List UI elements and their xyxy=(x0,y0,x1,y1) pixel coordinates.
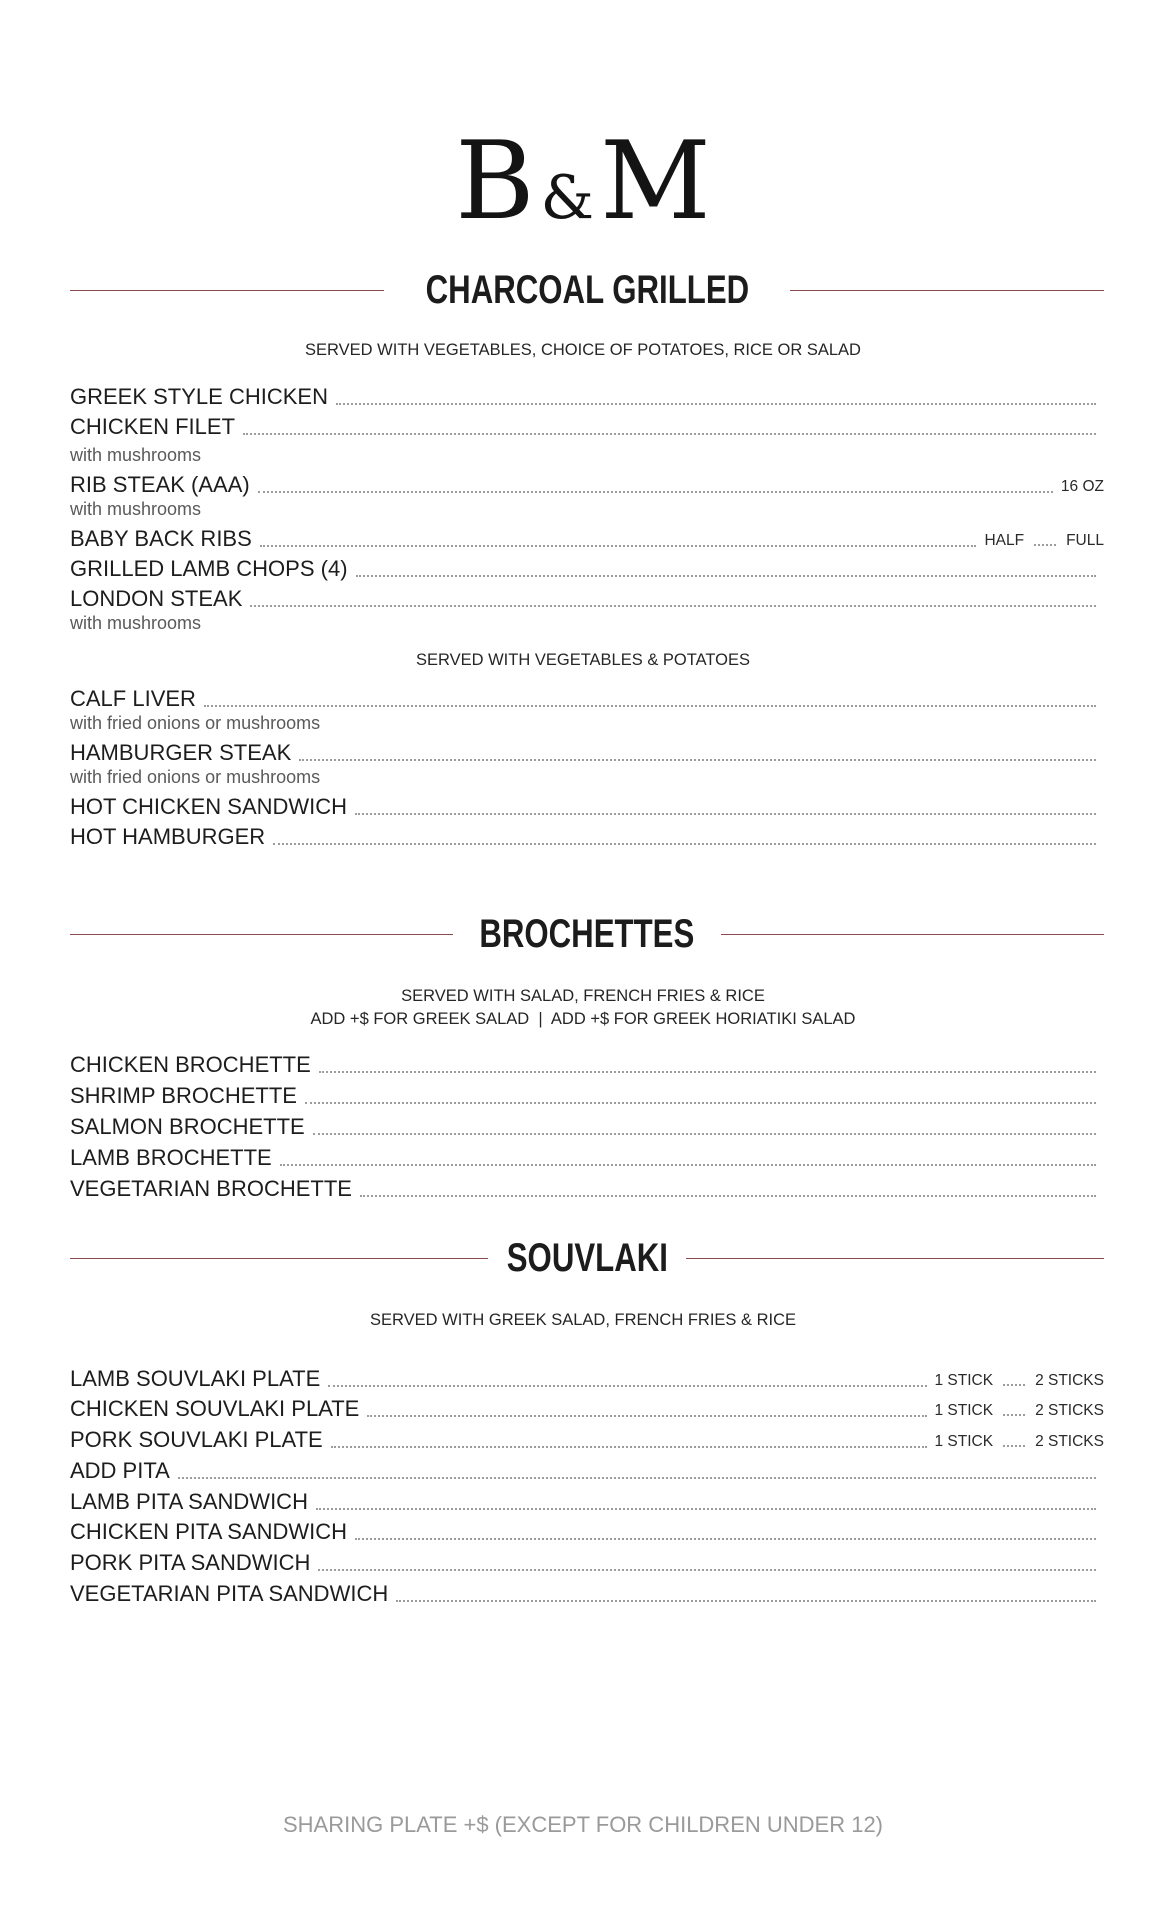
dot-leader xyxy=(280,1164,1096,1166)
divider-right xyxy=(721,934,1104,935)
item-name: HOT HAMBURGER xyxy=(70,824,266,849)
menu-item xyxy=(70,552,1104,580)
menu-item xyxy=(70,1423,1104,1451)
item-name: HOT CHICKEN SANDWICH xyxy=(70,794,348,819)
menu-item xyxy=(70,1546,1104,1574)
menu-item xyxy=(70,1362,1104,1390)
item-name: CALF LIVER xyxy=(70,686,196,711)
item-name: ADD PITA xyxy=(70,1458,170,1483)
item-name: CHICKEN FILET xyxy=(70,414,236,439)
item-size: 16 OZ xyxy=(1060,477,1104,495)
menu-item xyxy=(70,1392,1104,1420)
item-name: PORK SOUVLAKI PLATE xyxy=(70,1427,323,1452)
footer-note: SHARING PLATE +$ (EXCEPT FOR CHILDREN UNDER 12) xyxy=(282,1812,884,1837)
section-title: BROCHETTES xyxy=(479,911,695,956)
item-name: CHICKEN SOUVLAKI PLATE xyxy=(70,1396,360,1421)
dot-leader xyxy=(360,1195,1096,1197)
dot-leader xyxy=(355,813,1096,815)
dot-leader xyxy=(204,705,1096,707)
menu-item xyxy=(70,522,1104,550)
item-description: with mushrooms xyxy=(70,613,202,633)
divider-right xyxy=(790,290,1104,291)
section-title: SOUVLAKI xyxy=(506,1235,668,1280)
section-header-souvlaki xyxy=(70,1230,1104,1286)
menu-item xyxy=(70,820,1104,848)
dot-leader xyxy=(243,433,1096,435)
section-note: SERVED WITH GREEK SALAD, FRENCH FRIES & RICE xyxy=(369,1311,797,1329)
dot-leader xyxy=(318,1569,1096,1571)
item-name: LONDON STEAK xyxy=(70,586,243,611)
menu-item xyxy=(70,1079,1104,1107)
item-name: SALMON BROCHETTE xyxy=(70,1114,305,1139)
divider-left xyxy=(70,290,384,291)
menu-item xyxy=(70,790,1104,818)
dot-leader xyxy=(178,1477,1096,1479)
dot-leader xyxy=(331,1446,927,1448)
section-title: CHARCOAL GRILLED xyxy=(425,267,749,312)
dot-leader xyxy=(305,1102,1096,1104)
item-name: CHICKEN PITA SANDWICH xyxy=(70,1519,348,1544)
item-description: with mushrooms xyxy=(70,499,202,519)
item-name: LAMB SOUVLAKI PLATE xyxy=(70,1366,321,1391)
portion-two-sticks: 2 STICKS xyxy=(1035,1432,1104,1450)
item-name: CHICKEN BROCHETTE xyxy=(70,1052,311,1077)
menu-item xyxy=(70,410,1104,438)
menu-item xyxy=(70,468,1104,496)
item-name: VEGETARIAN BROCHETTE xyxy=(70,1176,352,1201)
item-portions xyxy=(984,533,1104,551)
portion-one-stick: 1 STICK xyxy=(934,1432,994,1450)
dot-leader xyxy=(356,575,1096,577)
dot-leader xyxy=(316,1508,1096,1510)
item-description: with fried onions or mushrooms xyxy=(70,767,321,787)
section-note: SERVED WITH VEGETABLES, CHOICE OF POTATOES, RICE OR SALAD xyxy=(305,341,861,359)
item-name: RIB STEAK (AAA) xyxy=(70,472,250,497)
logo-ampersand: & xyxy=(540,163,595,233)
item-portions xyxy=(935,1373,1105,1391)
dot-leader xyxy=(258,491,1053,493)
dot-leader xyxy=(260,545,977,547)
dot-leader xyxy=(328,1385,926,1387)
item-name: SHRIMP BROCHETTE xyxy=(70,1083,297,1108)
dot-leader xyxy=(355,1538,1096,1540)
menu-item xyxy=(70,1577,1104,1605)
dot-leader xyxy=(273,843,1096,845)
dot-leader-short xyxy=(1003,1414,1025,1416)
divider-left xyxy=(70,934,453,935)
dot-leader-short xyxy=(1003,1384,1025,1386)
item-name: GREEK STYLE CHICKEN xyxy=(70,384,328,409)
portion-full: FULL xyxy=(1066,531,1104,549)
item-name: LAMB BROCHETTE xyxy=(70,1145,272,1170)
item-name: BABY BACK RIBS xyxy=(70,526,252,551)
item-name: VEGETARIAN PITA SANDWICH xyxy=(70,1581,389,1606)
divider-left xyxy=(70,1258,488,1259)
dot-leader-short xyxy=(1003,1445,1025,1447)
menu-item xyxy=(70,682,1104,710)
section-note: SERVED WITH VEGETABLES & POTATOES xyxy=(415,651,751,669)
item-name: PORK PITA SANDWICH xyxy=(70,1550,311,1575)
item-description: with mushrooms xyxy=(70,445,202,465)
menu-item xyxy=(70,1454,1104,1482)
menu-item xyxy=(70,1485,1104,1513)
menu-item xyxy=(70,380,1104,408)
menu-item xyxy=(70,1110,1104,1138)
menu-item xyxy=(70,1515,1104,1543)
dot-leader xyxy=(367,1415,926,1417)
portion-one-stick: 1 STICK xyxy=(934,1371,994,1389)
dot-leader xyxy=(313,1133,1096,1135)
section-header-charcoal-grilled xyxy=(70,262,1104,318)
menu-item xyxy=(70,1048,1104,1076)
portion-one-stick: 1 STICK xyxy=(934,1401,994,1419)
section-header-brochettes xyxy=(70,906,1104,962)
item-name: GRILLED LAMB CHOPS (4) xyxy=(70,556,348,581)
portion-two-sticks: 2 STICKS xyxy=(1035,1401,1104,1419)
item-name: HAMBURGER STEAK xyxy=(70,740,292,765)
item-portions xyxy=(935,1434,1105,1452)
dot-leader xyxy=(336,403,1096,405)
menu-item xyxy=(70,582,1104,610)
section-note: ADD +$ FOR GREEK SALAD | ADD +$ FOR GREEK HORIATIKI SALAD xyxy=(310,1010,856,1028)
dot-leader xyxy=(319,1071,1096,1073)
dot-leader-short xyxy=(1034,544,1056,546)
portion-two-sticks: 2 STICKS xyxy=(1035,1371,1104,1389)
menu-item xyxy=(70,1141,1104,1169)
logo-letter-m: M xyxy=(600,119,711,244)
divider-right xyxy=(686,1258,1104,1259)
item-name: LAMB PITA SANDWICH xyxy=(70,1489,308,1514)
section-note: SERVED WITH SALAD, FRENCH FRIES & RICE xyxy=(401,987,765,1005)
dot-leader xyxy=(396,1600,1096,1602)
logo xyxy=(0,119,1166,244)
logo-letter-b: B xyxy=(455,119,535,244)
dot-leader xyxy=(299,759,1096,761)
portion-half: HALF xyxy=(984,531,1025,549)
dot-leader xyxy=(250,605,1096,607)
menu-item xyxy=(70,736,1104,764)
item-description: with fried onions or mushrooms xyxy=(70,713,321,733)
menu-item xyxy=(70,1172,1104,1200)
item-portions xyxy=(935,1403,1105,1421)
